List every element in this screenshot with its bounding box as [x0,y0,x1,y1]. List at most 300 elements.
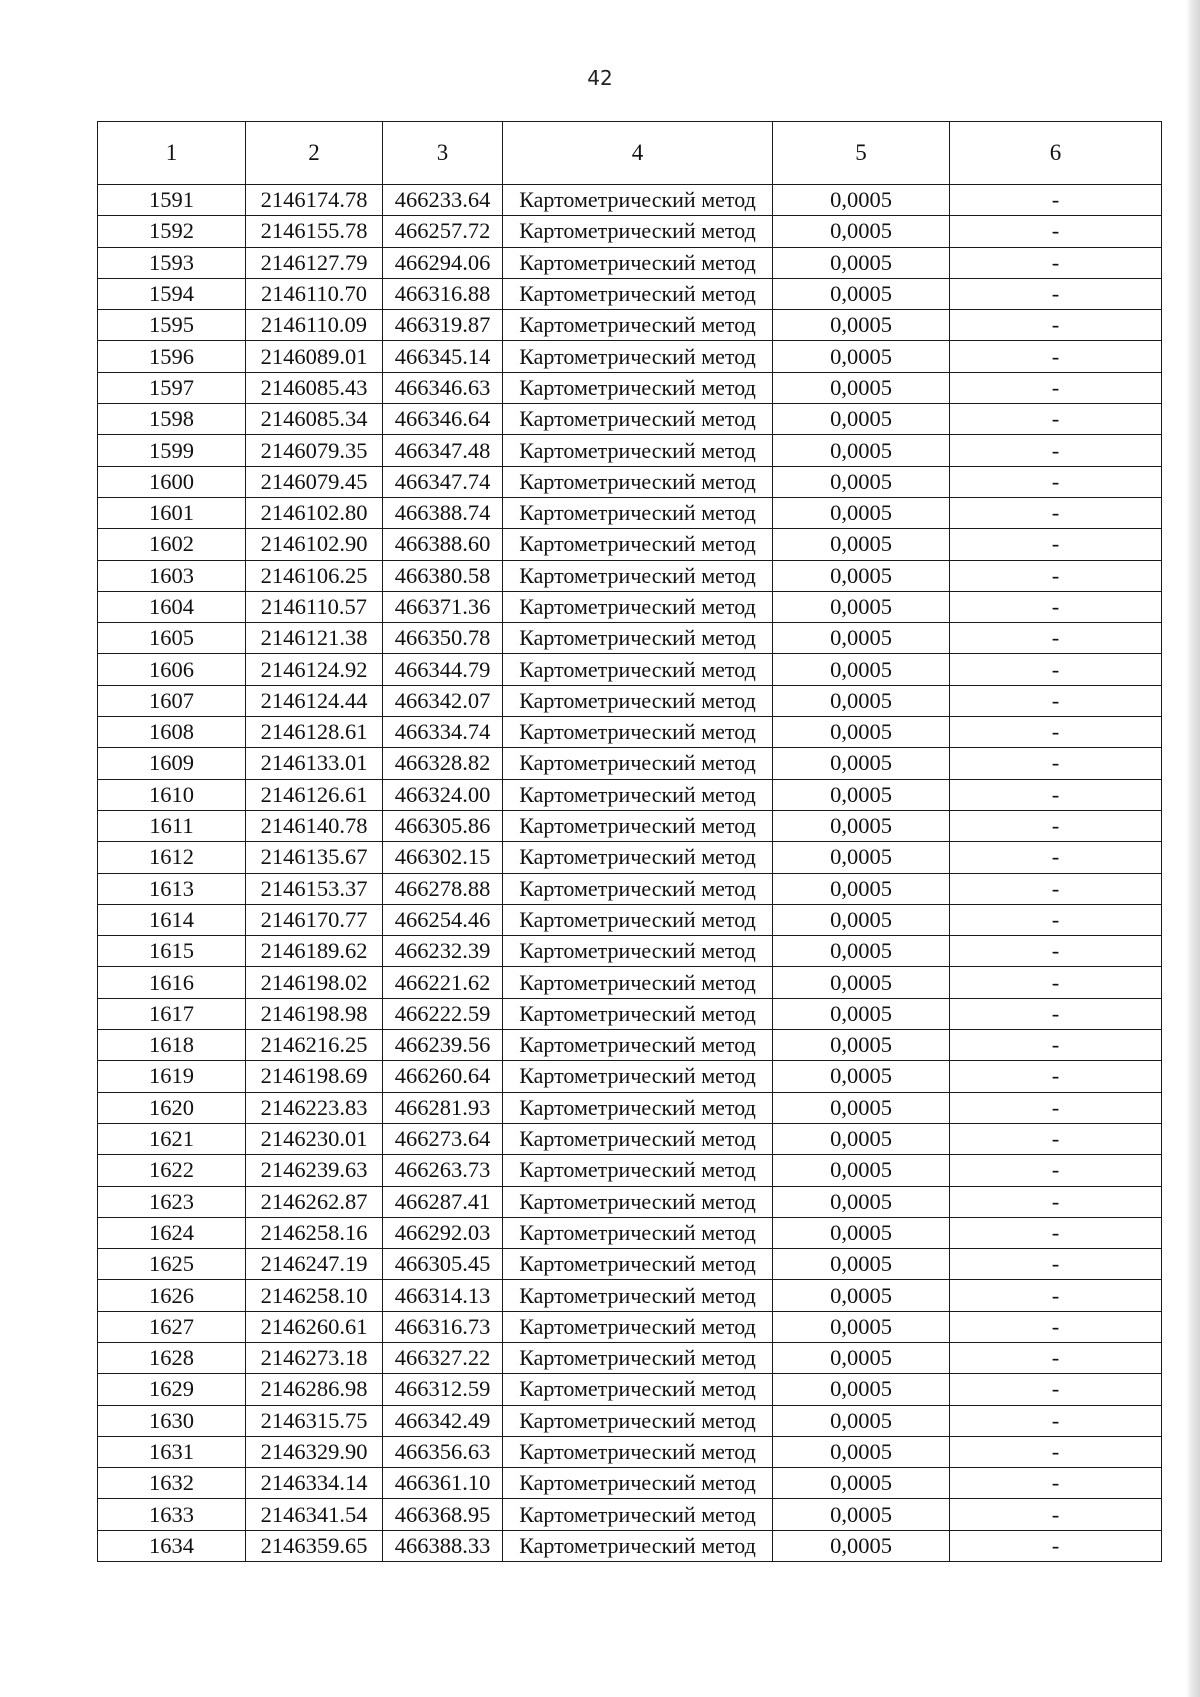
accuracy-cell: 0,0005 [773,1405,950,1436]
y-coordinate-cell: 466346.64 [383,404,503,435]
x-coordinate-cell: 2146124.92 [246,654,383,685]
method-cell: Картометрический метод [503,435,773,466]
x-coordinate-cell: 2146223.83 [246,1092,383,1123]
point-number-cell: 1602 [98,529,246,560]
table-row [98,435,1162,466]
page-number: 42 [587,66,613,90]
accuracy-cell: 0,0005 [773,591,950,622]
x-coordinate-cell: 2146089.01 [246,341,383,372]
point-number-cell: 1596 [98,341,246,372]
x-coordinate-cell: 2146286.98 [246,1374,383,1405]
accuracy-cell: 0,0005 [773,1530,950,1561]
point-number-cell: 1621 [98,1123,246,1154]
y-coordinate-cell: 466319.87 [383,310,503,341]
method-cell: Картометрический метод [503,623,773,654]
method-cell: Картометрический метод [503,1405,773,1436]
method-cell: Картометрический метод [503,497,773,528]
table-row [98,810,1162,841]
header-col-1: 1 [98,122,246,185]
note-cell: - [950,1436,1162,1467]
method-cell: Картометрический метод [503,1374,773,1405]
y-coordinate-cell: 466257.72 [383,216,503,247]
table-row [98,936,1162,967]
table-row [98,842,1162,873]
y-coordinate-cell: 466388.33 [383,1530,503,1561]
point-number-cell: 1634 [98,1530,246,1561]
x-coordinate-cell: 2146126.61 [246,779,383,810]
accuracy-cell: 0,0005 [773,560,950,591]
point-number-cell: 1617 [98,998,246,1029]
x-coordinate-cell: 2146258.16 [246,1217,383,1248]
method-cell: Картометрический метод [503,810,773,841]
method-cell: Картометрический метод [503,685,773,716]
point-number-cell: 1625 [98,1249,246,1280]
table-row [98,216,1162,247]
y-coordinate-cell: 466278.88 [383,873,503,904]
accuracy-cell: 0,0005 [773,654,950,685]
y-coordinate-cell: 466254.46 [383,904,503,935]
accuracy-cell: 0,0005 [773,278,950,309]
accuracy-cell: 0,0005 [773,1030,950,1061]
accuracy-cell: 0,0005 [773,341,950,372]
y-coordinate-cell: 466347.48 [383,435,503,466]
point-number-cell: 1624 [98,1217,246,1248]
note-cell: - [950,1030,1162,1061]
accuracy-cell: 0,0005 [773,310,950,341]
x-coordinate-cell: 2146258.10 [246,1280,383,1311]
note-cell: - [950,1311,1162,1342]
table-row [98,1186,1162,1217]
x-coordinate-cell: 2146260.61 [246,1311,383,1342]
method-cell: Картометрический метод [503,873,773,904]
accuracy-cell: 0,0005 [773,967,950,998]
note-cell: - [950,435,1162,466]
x-coordinate-cell: 2146102.90 [246,529,383,560]
note-cell: - [950,372,1162,403]
accuracy-cell: 0,0005 [773,1280,950,1311]
point-number-cell: 1606 [98,654,246,685]
point-number-cell: 1592 [98,216,246,247]
x-coordinate-cell: 2146106.25 [246,560,383,591]
method-cell: Картометрический метод [503,247,773,278]
point-number-cell: 1598 [98,404,246,435]
accuracy-cell: 0,0005 [773,810,950,841]
table-row [98,1217,1162,1248]
table-row [98,404,1162,435]
note-cell: - [950,529,1162,560]
y-coordinate-cell: 466221.62 [383,967,503,998]
point-number-cell: 1597 [98,372,246,403]
method-cell: Картометрический метод [503,1249,773,1280]
table-row [98,685,1162,716]
point-number-cell: 1633 [98,1499,246,1530]
point-number-cell: 1612 [98,842,246,873]
method-cell: Картометрический метод [503,1436,773,1467]
table-header-row [98,122,1162,185]
method-cell: Картометрический метод [503,1123,773,1154]
note-cell: - [950,1468,1162,1499]
accuracy-cell: 0,0005 [773,842,950,873]
y-coordinate-cell: 466327.22 [383,1342,503,1373]
y-coordinate-cell: 466371.36 [383,591,503,622]
method-cell: Картометрический метод [503,216,773,247]
y-coordinate-cell: 466345.14 [383,341,503,372]
accuracy-cell: 0,0005 [773,1186,950,1217]
method-cell: Картометрический метод [503,466,773,497]
table-row [98,529,1162,560]
x-coordinate-cell: 2146110.09 [246,310,383,341]
point-number-cell: 1618 [98,1030,246,1061]
accuracy-cell: 0,0005 [773,216,950,247]
y-coordinate-cell: 466263.73 [383,1155,503,1186]
method-cell: Картометрический метод [503,842,773,873]
note-cell: - [950,216,1162,247]
method-cell: Картометрический метод [503,1217,773,1248]
table-row [98,1374,1162,1405]
table-row [98,623,1162,654]
note-cell: - [950,810,1162,841]
accuracy-cell: 0,0005 [773,623,950,654]
x-coordinate-cell: 2146135.67 [246,842,383,873]
method-cell: Картометрический метод [503,278,773,309]
x-coordinate-cell: 2146262.87 [246,1186,383,1217]
accuracy-cell: 0,0005 [773,1374,950,1405]
point-number-cell: 1601 [98,497,246,528]
x-coordinate-cell: 2146124.44 [246,685,383,716]
y-coordinate-cell: 466273.64 [383,1123,503,1154]
note-cell: - [950,654,1162,685]
x-coordinate-cell: 2146127.79 [246,247,383,278]
table-row [98,717,1162,748]
accuracy-cell: 0,0005 [773,435,950,466]
table-row [98,654,1162,685]
method-cell: Картометрический метод [503,1092,773,1123]
note-cell: - [950,1155,1162,1186]
method-cell: Картометрический метод [503,1311,773,1342]
method-cell: Картометрический метод [503,998,773,1029]
accuracy-cell: 0,0005 [773,998,950,1029]
coordinates-table [97,121,1162,1562]
method-cell: Картометрический метод [503,1342,773,1373]
x-coordinate-cell: 2146198.02 [246,967,383,998]
method-cell: Картометрический метод [503,560,773,591]
x-coordinate-cell: 2146121.38 [246,623,383,654]
accuracy-cell: 0,0005 [773,1123,950,1154]
table-row [98,1249,1162,1280]
accuracy-cell: 0,0005 [773,779,950,810]
note-cell: - [950,623,1162,654]
note-cell: - [950,842,1162,873]
y-coordinate-cell: 466334.74 [383,717,503,748]
point-number-cell: 1619 [98,1061,246,1092]
point-number-cell: 1593 [98,247,246,278]
x-coordinate-cell: 2146170.77 [246,904,383,935]
point-number-cell: 1614 [98,904,246,935]
method-cell: Картометрический метод [503,591,773,622]
table-row [98,1280,1162,1311]
method-cell: Картометрический метод [503,967,773,998]
header-col-3: 3 [383,122,503,185]
accuracy-cell: 0,0005 [773,1061,950,1092]
point-number-cell: 1631 [98,1436,246,1467]
y-coordinate-cell: 466342.07 [383,685,503,716]
method-cell: Картометрический метод [503,904,773,935]
x-coordinate-cell: 2146341.54 [246,1499,383,1530]
point-number-cell: 1622 [98,1155,246,1186]
accuracy-cell: 0,0005 [773,1155,950,1186]
y-coordinate-cell: 466287.41 [383,1186,503,1217]
point-number-cell: 1594 [98,278,246,309]
accuracy-cell: 0,0005 [773,185,950,216]
y-coordinate-cell: 466233.64 [383,185,503,216]
point-number-cell: 1616 [98,967,246,998]
note-cell: - [950,560,1162,591]
note-cell: - [950,278,1162,309]
accuracy-cell: 0,0005 [773,1499,950,1530]
note-cell: - [950,1405,1162,1436]
y-coordinate-cell: 466232.39 [383,936,503,967]
method-cell: Картометрический метод [503,936,773,967]
note-cell: - [950,341,1162,372]
point-number-cell: 1627 [98,1311,246,1342]
note-cell: - [950,717,1162,748]
point-number-cell: 1613 [98,873,246,904]
note-cell: - [950,310,1162,341]
note-cell: - [950,1342,1162,1373]
y-coordinate-cell: 466328.82 [383,748,503,779]
x-coordinate-cell: 2146230.01 [246,1123,383,1154]
point-number-cell: 1599 [98,435,246,466]
note-cell: - [950,1499,1162,1530]
table-row [98,1342,1162,1373]
x-coordinate-cell: 2146079.45 [246,466,383,497]
y-coordinate-cell: 466342.49 [383,1405,503,1436]
y-coordinate-cell: 466222.59 [383,998,503,1029]
note-cell: - [950,1123,1162,1154]
table-row [98,1061,1162,1092]
accuracy-cell: 0,0005 [773,1436,950,1467]
method-cell: Картометрический метод [503,717,773,748]
note-cell: - [950,998,1162,1029]
accuracy-cell: 0,0005 [773,372,950,403]
table-row [98,1468,1162,1499]
table-row [98,1123,1162,1154]
note-cell: - [950,1249,1162,1280]
note-cell: - [950,1217,1162,1248]
x-coordinate-cell: 2146239.63 [246,1155,383,1186]
accuracy-cell: 0,0005 [773,404,950,435]
table-row [98,1030,1162,1061]
note-cell: - [950,1280,1162,1311]
y-coordinate-cell: 466361.10 [383,1468,503,1499]
note-cell: - [950,779,1162,810]
point-number-cell: 1620 [98,1092,246,1123]
x-coordinate-cell: 2146079.35 [246,435,383,466]
x-coordinate-cell: 2146315.75 [246,1405,383,1436]
point-number-cell: 1626 [98,1280,246,1311]
method-cell: Картометрический метод [503,341,773,372]
table-row [98,1499,1162,1530]
table-row [98,310,1162,341]
method-cell: Картометрический метод [503,1468,773,1499]
x-coordinate-cell: 2146128.61 [246,717,383,748]
accuracy-cell: 0,0005 [773,466,950,497]
point-number-cell: 1630 [98,1405,246,1436]
x-coordinate-cell: 2146110.70 [246,278,383,309]
y-coordinate-cell: 466347.74 [383,466,503,497]
point-number-cell: 1607 [98,685,246,716]
accuracy-cell: 0,0005 [773,529,950,560]
table-row [98,1436,1162,1467]
x-coordinate-cell: 2146133.01 [246,748,383,779]
x-coordinate-cell: 2146247.19 [246,1249,383,1280]
note-cell: - [950,404,1162,435]
header-col-2: 2 [246,122,383,185]
x-coordinate-cell: 2146216.25 [246,1030,383,1061]
y-coordinate-cell: 466239.56 [383,1030,503,1061]
table-row [98,748,1162,779]
x-coordinate-cell: 2146198.69 [246,1061,383,1092]
accuracy-cell: 0,0005 [773,1217,950,1248]
y-coordinate-cell: 466388.74 [383,497,503,528]
note-cell: - [950,685,1162,716]
y-coordinate-cell: 466316.73 [383,1311,503,1342]
accuracy-cell: 0,0005 [773,497,950,528]
point-number-cell: 1605 [98,623,246,654]
note-cell: - [950,497,1162,528]
method-cell: Картометрический метод [503,529,773,560]
method-cell: Картометрический метод [503,779,773,810]
accuracy-cell: 0,0005 [773,1311,950,1342]
y-coordinate-cell: 466380.58 [383,560,503,591]
accuracy-cell: 0,0005 [773,685,950,716]
accuracy-cell: 0,0005 [773,1342,950,1373]
y-coordinate-cell: 466302.15 [383,842,503,873]
point-number-cell: 1611 [98,810,246,841]
y-coordinate-cell: 466350.78 [383,623,503,654]
method-cell: Картометрический метод [503,1186,773,1217]
table-row [98,341,1162,372]
accuracy-cell: 0,0005 [773,1249,950,1280]
x-coordinate-cell: 2146085.34 [246,404,383,435]
y-coordinate-cell: 466314.13 [383,1280,503,1311]
point-number-cell: 1600 [98,466,246,497]
x-coordinate-cell: 2146198.98 [246,998,383,1029]
method-cell: Картометрический метод [503,1499,773,1530]
header-col-5: 5 [773,122,950,185]
y-coordinate-cell: 466324.00 [383,779,503,810]
point-number-cell: 1608 [98,717,246,748]
table-row [98,591,1162,622]
table-row [98,779,1162,810]
accuracy-cell: 0,0005 [773,873,950,904]
table-row [98,873,1162,904]
method-cell: Картометрический метод [503,404,773,435]
point-number-cell: 1595 [98,310,246,341]
note-cell: - [950,466,1162,497]
y-coordinate-cell: 466305.86 [383,810,503,841]
note-cell: - [950,1092,1162,1123]
y-coordinate-cell: 466344.79 [383,654,503,685]
x-coordinate-cell: 2146189.62 [246,936,383,967]
table-row [98,185,1162,216]
method-cell: Картометрический метод [503,748,773,779]
note-cell: - [950,1061,1162,1092]
method-cell: Картометрический метод [503,1280,773,1311]
accuracy-cell: 0,0005 [773,904,950,935]
header-col-4: 4 [503,122,773,185]
accuracy-cell: 0,0005 [773,748,950,779]
header-col-6: 6 [950,122,1162,185]
accuracy-cell: 0,0005 [773,717,950,748]
y-coordinate-cell: 466388.60 [383,529,503,560]
x-coordinate-cell: 2146153.37 [246,873,383,904]
x-coordinate-cell: 2146085.43 [246,372,383,403]
table-row [98,372,1162,403]
note-cell: - [950,1374,1162,1405]
note-cell: - [950,873,1162,904]
y-coordinate-cell: 466356.63 [383,1436,503,1467]
note-cell: - [950,591,1162,622]
table-row [98,1530,1162,1561]
table-row [98,1311,1162,1342]
accuracy-cell: 0,0005 [773,936,950,967]
method-cell: Картометрический метод [503,1530,773,1561]
accuracy-cell: 0,0005 [773,1468,950,1499]
table-row [98,247,1162,278]
point-number-cell: 1604 [98,591,246,622]
y-coordinate-cell: 466316.88 [383,278,503,309]
note-cell: - [950,904,1162,935]
method-cell: Картометрический метод [503,310,773,341]
point-number-cell: 1609 [98,748,246,779]
x-coordinate-cell: 2146329.90 [246,1436,383,1467]
note-cell: - [950,1530,1162,1561]
point-number-cell: 1610 [98,779,246,810]
x-coordinate-cell: 2146359.65 [246,1530,383,1561]
table-row [98,1405,1162,1436]
x-coordinate-cell: 2146273.18 [246,1342,383,1373]
note-cell: - [950,936,1162,967]
method-cell: Картометрический метод [503,185,773,216]
y-coordinate-cell: 466305.45 [383,1249,503,1280]
y-coordinate-cell: 466294.06 [383,247,503,278]
x-coordinate-cell: 2146140.78 [246,810,383,841]
table-body [98,185,1162,1562]
note-cell: - [950,967,1162,998]
note-cell: - [950,247,1162,278]
table-row [98,1155,1162,1186]
method-cell: Картометрический метод [503,372,773,403]
scan-edge-shadow [1186,0,1200,1697]
note-cell: - [950,748,1162,779]
point-number-cell: 1591 [98,185,246,216]
table-row [98,560,1162,591]
y-coordinate-cell: 466260.64 [383,1061,503,1092]
point-number-cell: 1629 [98,1374,246,1405]
y-coordinate-cell: 466281.93 [383,1092,503,1123]
x-coordinate-cell: 2146174.78 [246,185,383,216]
note-cell: - [950,185,1162,216]
x-coordinate-cell: 2146102.80 [246,497,383,528]
x-coordinate-cell: 2146110.57 [246,591,383,622]
y-coordinate-cell: 466312.59 [383,1374,503,1405]
method-cell: Картометрический метод [503,1061,773,1092]
table-row [98,466,1162,497]
accuracy-cell: 0,0005 [773,247,950,278]
method-cell: Картометрический метод [503,1155,773,1186]
table-row [98,967,1162,998]
